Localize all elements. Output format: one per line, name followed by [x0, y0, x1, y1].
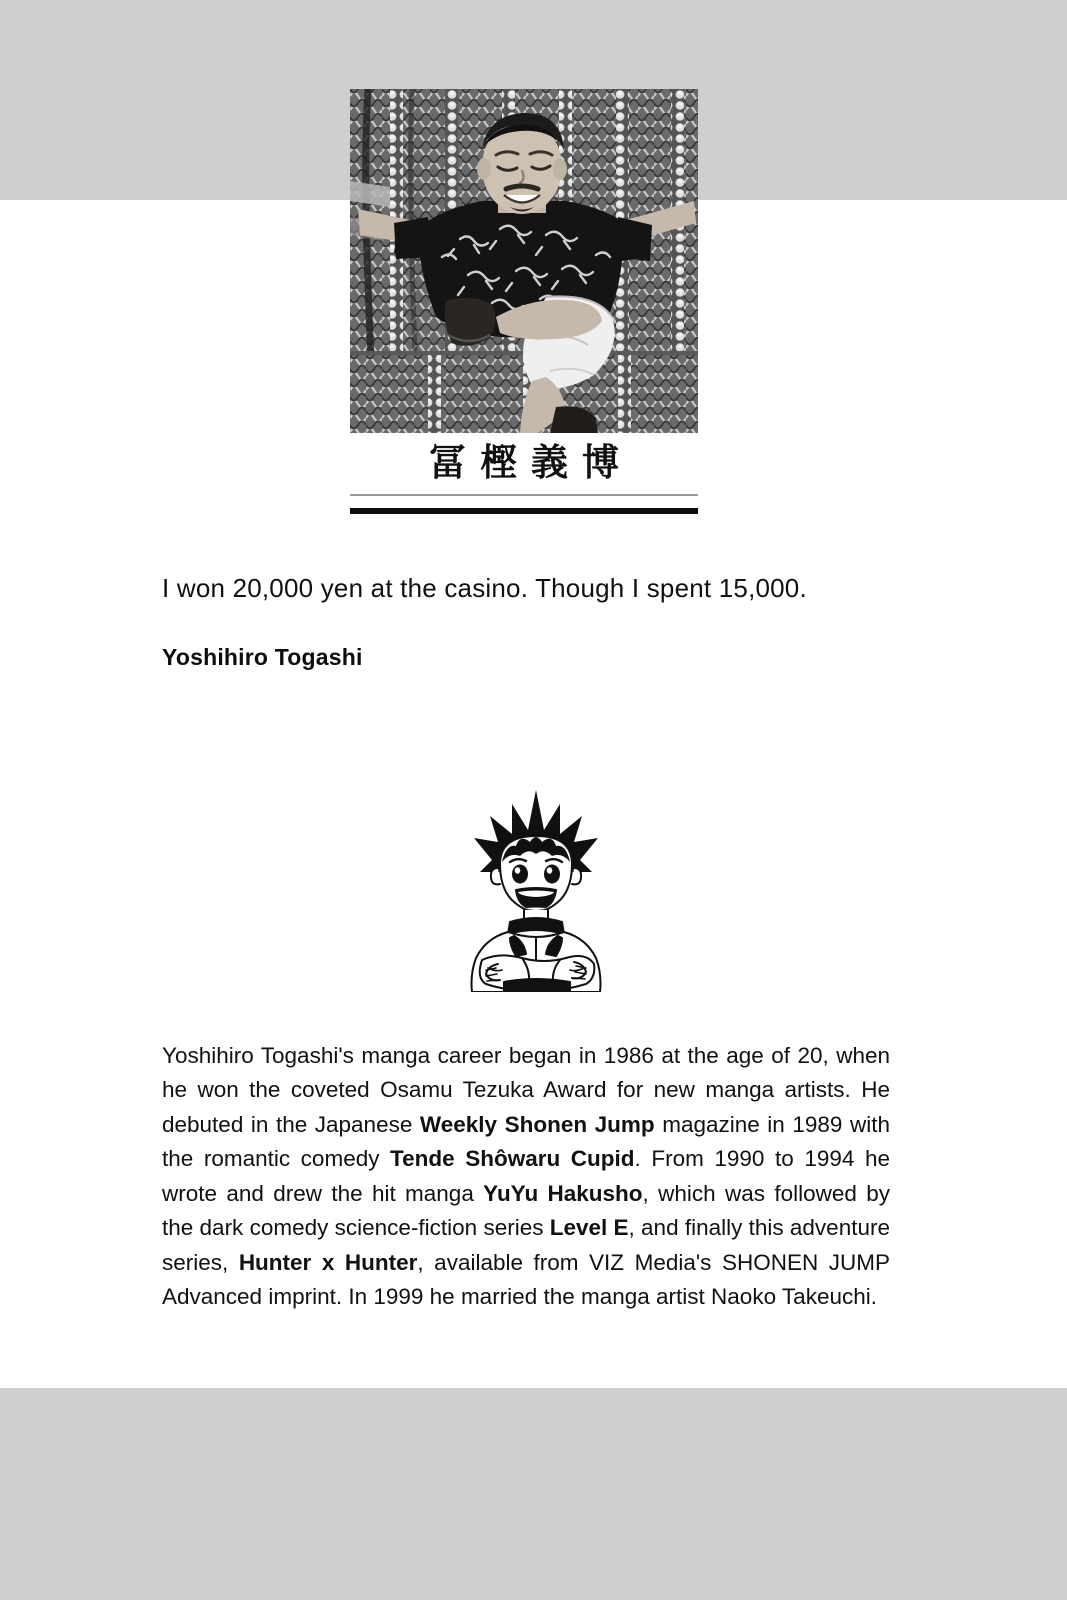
divider-thin-rule: [350, 494, 698, 496]
page-bottom-margin-band: [0, 1388, 1067, 1600]
bio-text-run: magazine in 1989 with the romantic comedy: [162, 1111, 890, 1171]
author-quote: I won 20,000 yen at the casino. Though I spent 15,000.: [162, 573, 807, 603]
character-illustration: [448, 786, 624, 992]
author-name-japanese: 冨樫義博: [429, 441, 633, 484]
bio-text-run: . From 1990 to 1994 he wrote and drew the hit manga: [162, 1146, 890, 1206]
bio-text-run: , and finally this adventure series,: [162, 1215, 890, 1275]
bio-text-run: , available from VIZ Media's SHONEN JUMP Advanced imprint. In 1999 he married the manga artist Naoko Takeuchi.: [162, 1249, 890, 1309]
bio-title-emphasis: Level E: [549, 1215, 629, 1240]
author-biography: [162, 1039, 890, 1315]
bio-title-emphasis: Hunter x Hunter: [238, 1249, 418, 1275]
bio-text-run: , which was followed by the dark comedy science-fiction series: [162, 1180, 890, 1240]
bio-title-emphasis: YuYu Hakusho: [483, 1180, 643, 1206]
bio-text-run: Yoshihiro Togashi's manga career began in 1986 at the age of 20, when he won the coveted Osamu Tezuka Award for new manga artists. He debuted in the Japanese: [162, 1042, 890, 1137]
bio-title-emphasis: Tende Shôwaru Cupid: [390, 1146, 635, 1171]
bio-title-emphasis: Weekly Shonen Jump: [419, 1111, 655, 1137]
divider-thick-rule: [350, 508, 698, 514]
author-photo: [350, 89, 698, 433]
author-quote-byline: Yoshihiro Togashi: [162, 644, 363, 670]
